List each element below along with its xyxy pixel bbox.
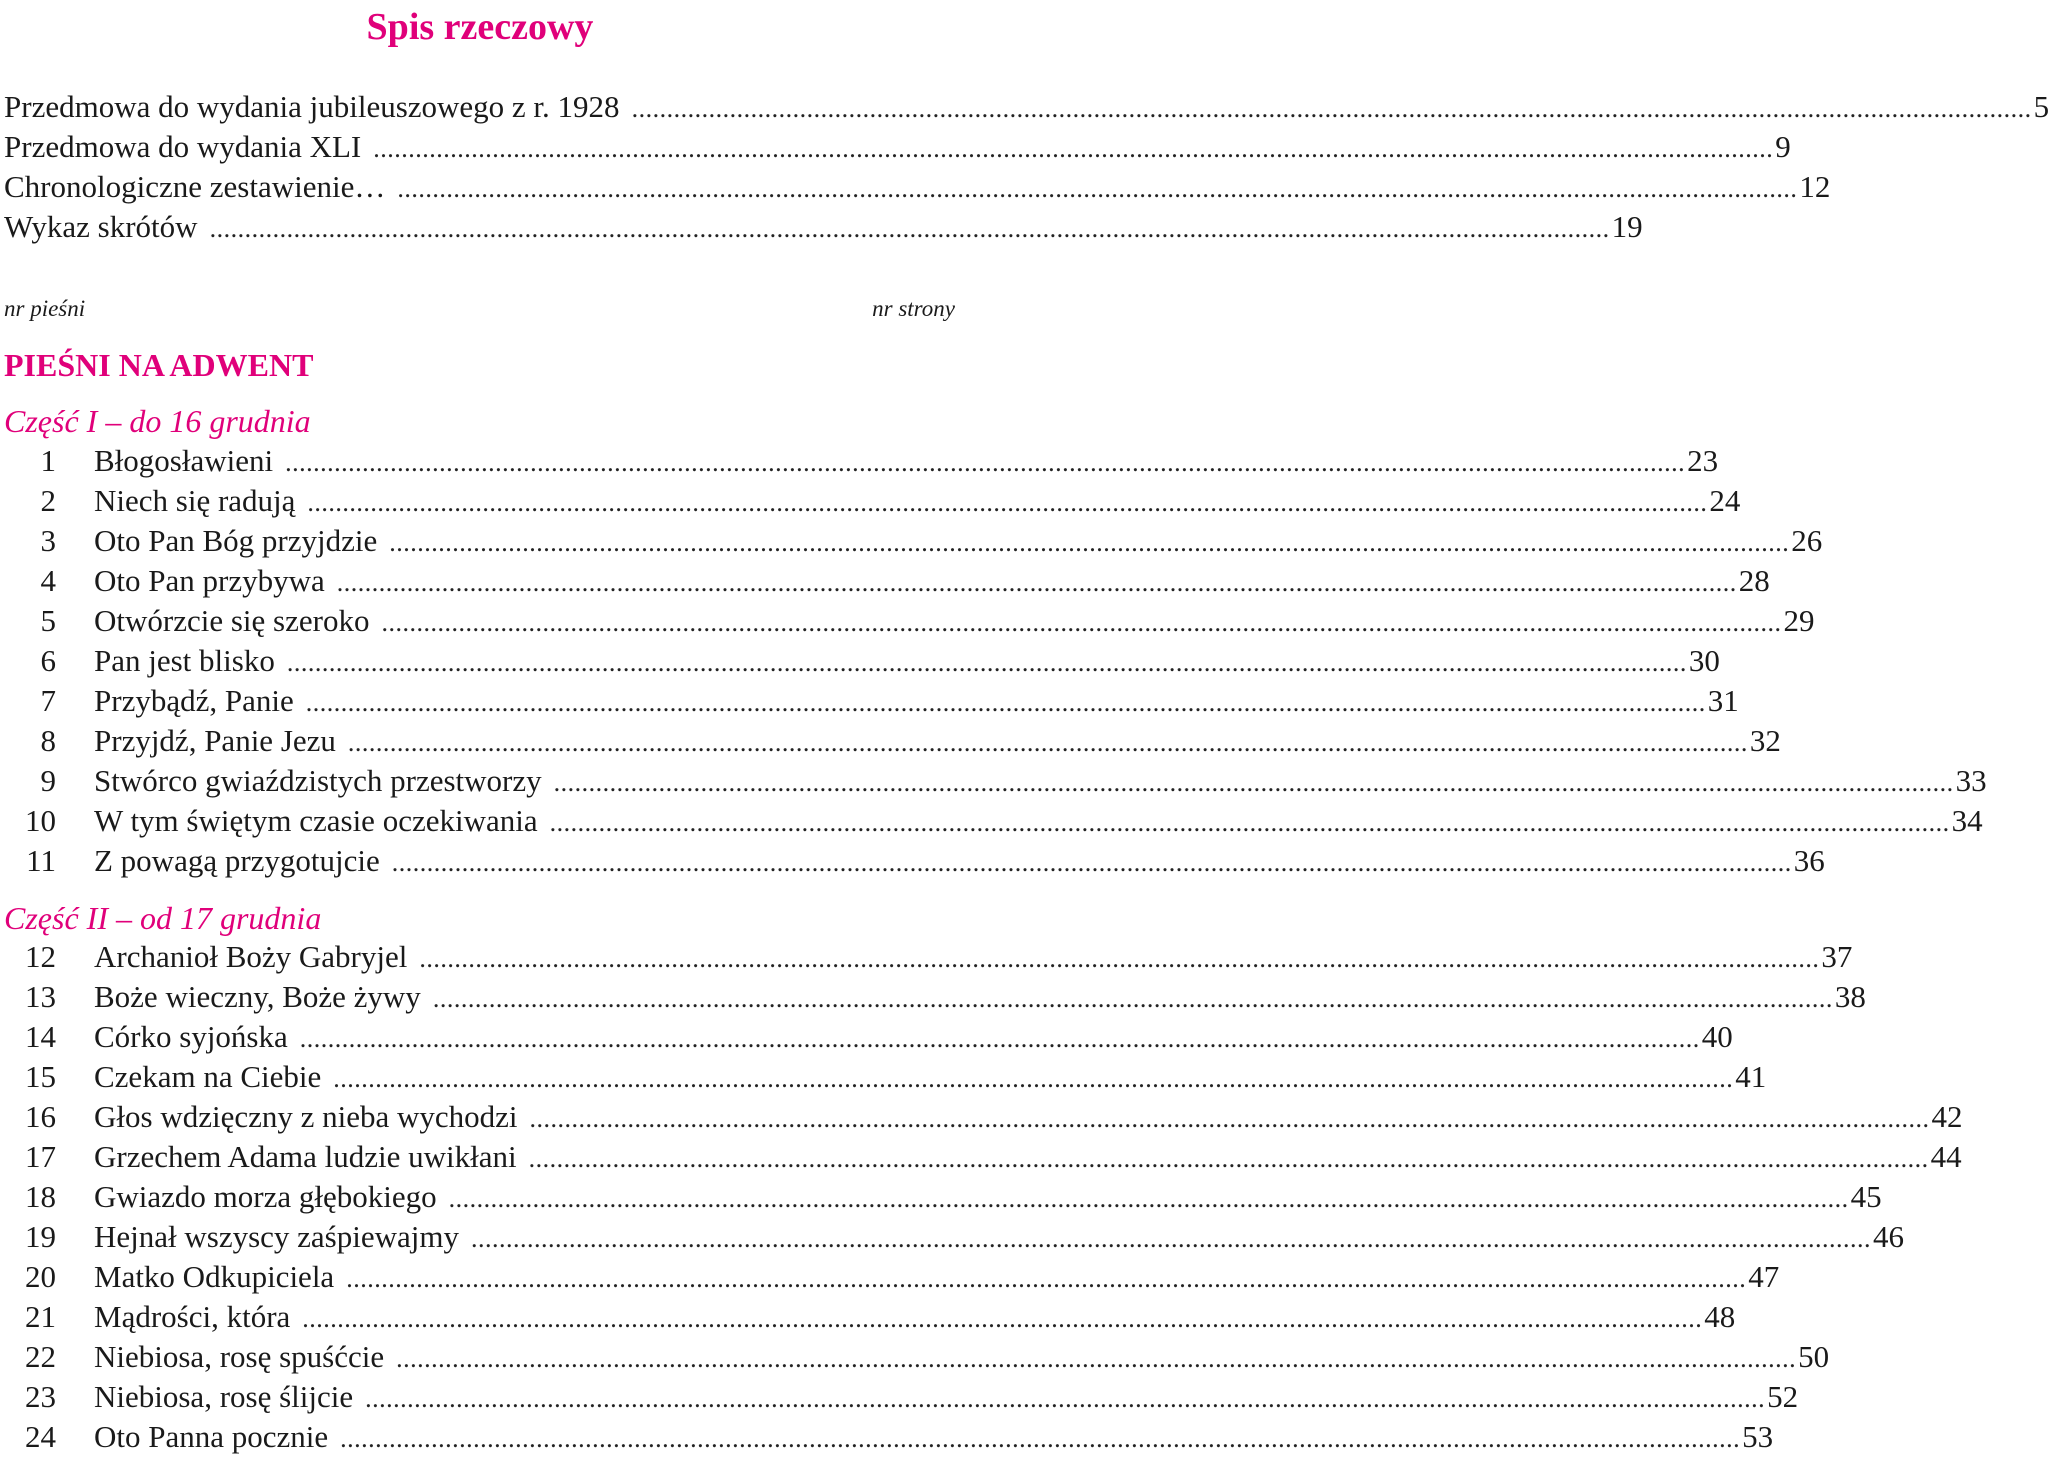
dot-leader: ........................................................................................................................................................................................................ [302,1304,1703,1333]
song-title: Oto Panna pocznie [94,1419,329,1454]
song-entry[interactable] [4,1297,1736,1337]
song-entry[interactable] [4,641,1720,681]
page-number: 24 [1709,483,1741,518]
song-title: Boże wieczny, Boże żywy [94,979,421,1014]
song-number: 2 [40,483,56,518]
page-number: 5 [2033,89,2049,124]
dot-leader: ........................................................................................................................................................................................................ [549,808,1950,837]
page-number: 31 [1707,683,1739,718]
dot-leader: ........................................................................................................................................................................................................ [391,848,1792,877]
page-number: 33 [1955,763,1987,798]
page-number: 45 [1850,1179,1882,1214]
intro-entry[interactable] [4,207,1643,247]
song-number: 16 [25,1099,56,1134]
dot-leader: ........................................................................................................................................................................................................ [528,1144,1929,1173]
dot-leader: ........................................................................................................................................................................................................ [373,134,1774,163]
dot-leader: ........................................................................................................................................................................................................ [307,488,1708,517]
song-number: 21 [25,1299,56,1334]
page-number: 34 [1951,803,1983,838]
song-entry[interactable] [4,481,1741,521]
page-number: 42 [1931,1099,1963,1134]
page-number: 44 [1930,1139,1962,1174]
dot-leader: ........................................................................................................................................................................................................ [381,608,1782,637]
song-title: Przyjdź, Panie Jezu [94,723,336,758]
dot-leader: ........................................................................................................................................................................................................ [397,174,1798,203]
song-entry[interactable] [4,601,1815,641]
page-number: 9 [1775,129,1791,164]
part-title: Część I – do 16 grudnia [4,403,311,439]
song-entry[interactable] [4,721,1781,761]
song-entry[interactable] [4,841,1825,881]
song-number: 23 [25,1379,56,1414]
song-number: 8 [40,723,56,758]
dot-leader: ........................................................................................................................................................................................................ [209,214,1610,243]
song-entry[interactable] [4,1177,1882,1217]
song-title: Grzechem Adama ludzie uwikłani [94,1139,517,1174]
song-title: Głos wdzięczny z nieba wychodzi [94,1099,518,1134]
song-title: Mądrości, która [94,1299,291,1334]
song-entry[interactable] [4,1137,1962,1177]
song-number: 14 [25,1019,56,1054]
song-entry[interactable] [4,937,1853,977]
section-title: PIEŚNI NA ADWENT [4,347,314,383]
song-number: 12 [25,939,56,974]
song-entry[interactable] [4,1337,1830,1377]
song-number: 6 [40,643,56,678]
page-number: 23 [1687,443,1719,478]
song-number: 17 [25,1139,56,1174]
dot-leader: ........................................................................................................................................................................................................ [305,688,1706,717]
song-number: 4 [40,563,56,598]
song-entry[interactable] [4,681,1739,721]
song-number: 11 [26,843,56,878]
dot-leader: ........................................................................................................................................................................................................ [448,1184,1849,1213]
song-entry[interactable] [4,1097,1963,1137]
song-entry[interactable] [4,1057,1767,1097]
dot-leader: ........................................................................................................................................................................................................ [389,528,1790,557]
dot-leader: ........................................................................................................................................................................................................ [285,448,1686,477]
page-number: 38 [1834,979,1866,1014]
song-title: Oto Pan Bóg przyjdzie [94,523,378,558]
song-number: 19 [25,1219,56,1254]
song-number: 9 [40,763,56,798]
dot-leader: ........................................................................................................................................................................................................ [529,1104,1930,1133]
song-title: Oto Pan przybywa [94,563,325,598]
song-number: 18 [25,1179,56,1214]
song-number: 24 [25,1419,56,1454]
song-number: 1 [40,443,56,478]
song-title: Przybądź, Panie [94,683,294,718]
dot-leader: ........................................................................................................................................................................................................ [347,728,1748,757]
song-entry[interactable] [4,1377,1799,1417]
song-entry[interactable] [4,1417,1774,1457]
intro-entry[interactable] [4,87,2049,127]
page-number: 30 [1688,643,1720,678]
entry-label: Wykaz skrótów [4,209,198,244]
song-number: 22 [25,1339,56,1374]
song-entry[interactable] [4,1257,1780,1297]
entry-label: Przedmowa do wydania XLI [4,129,362,164]
dot-leader: ........................................................................................................................................................................................................ [286,648,1687,677]
entry-label: Przedmowa do wydania jubileuszowego z r. 1928 [4,89,620,124]
dot-leader: ........................................................................................................................................................................................................ [333,1064,1734,1093]
dot-leader: ........................................................................................................................................................................................................ [336,568,1737,597]
dot-leader: ........................................................................................................................................................................................................ [631,94,2032,123]
page-number: 29 [1783,603,1815,638]
dot-leader: ........................................................................................................................................................................................................ [471,1224,1871,1253]
page-number: 40 [1701,1019,1733,1054]
song-number: 10 [25,803,56,838]
song-entry[interactable] [4,1217,1904,1257]
dot-leader: ........................................................................................................................................................................................................ [299,1024,1700,1053]
song-title: Niebiosa, rosę spuśćcie [94,1339,385,1374]
page-number: 41 [1735,1059,1767,1094]
dot-leader: ........................................................................................................................................................................................................ [340,1424,1741,1453]
dot-leader: ........................................................................................................................................................................................................ [396,1344,1797,1373]
song-title: Córko syjońska [94,1019,288,1054]
column-header-song-number: nr pieśni [4,296,86,321]
dot-leader: ........................................................................................................................................................................................................ [346,1264,1747,1293]
song-entry[interactable] [4,801,1983,841]
song-entry[interactable] [4,441,1719,481]
song-title: Archanioł Boży Gabryjel [94,939,408,974]
page-number: 28 [1738,563,1770,598]
page-number: 52 [1767,1379,1799,1414]
song-title: Niebiosa, rosę ślijcie [94,1379,354,1414]
song-entry[interactable] [4,561,1770,601]
page-title: Spis rzeczowy [366,6,594,48]
page-number: 32 [1749,723,1781,758]
page-number: 46 [1873,1219,1904,1254]
intro-entry[interactable] [4,127,1791,167]
song-entry[interactable] [4,1017,1733,1057]
song-title: Z powagą przygotujcie [94,843,380,878]
dot-leader: ........................................................................................................................................................................................................ [419,944,1820,973]
song-title: Czekam na Ciebie [94,1059,322,1094]
page-number: 50 [1798,1339,1830,1374]
song-title: Pan jest blisko [94,643,275,678]
song-number: 5 [40,603,56,638]
intro-entry[interactable] [4,167,1831,207]
page-number: 36 [1793,843,1825,878]
column-header-page-number: nr strony [872,296,955,321]
song-entry[interactable] [4,977,1866,1017]
song-number: 15 [25,1059,56,1094]
song-title: Otwórzcie się szeroko [94,603,370,638]
song-title: Gwiazdo morza głębokiego [94,1179,437,1214]
song-number: 7 [40,683,56,718]
song-title: W tym świętym czasie oczekiwania [94,803,538,838]
page-number: 48 [1704,1299,1736,1334]
song-number: 13 [25,979,56,1014]
page-number: 37 [1821,939,1853,974]
page-number: 53 [1742,1419,1774,1454]
dot-leader: ........................................................................................................................................................................................................ [553,768,1954,797]
song-title: Matko Odkupiciela [94,1259,335,1294]
page-number: 26 [1791,523,1823,558]
dot-leader: ........................................................................................................................................................................................................ [365,1384,1766,1413]
dot-leader: ........................................................................................................................................................................................................ [432,984,1833,1013]
song-entry[interactable] [4,521,1823,561]
page-number: 12 [1799,169,1831,204]
song-number: 20 [25,1259,56,1294]
song-entry[interactable] [4,761,1987,801]
song-title: Niech się radują [94,483,296,518]
song-title: Błogosławieni [94,443,274,478]
part-title: Część II – od 17 grudnia [4,900,322,936]
song-title: Hejnał wszyscy zaśpiewajmy [94,1219,459,1254]
page-number: 47 [1748,1259,1780,1294]
entry-label: Chronologiczne zestawienie… [4,169,386,204]
song-title: Stwórco gwiaździstych przestworzy [94,763,542,798]
song-number: 3 [40,523,56,558]
page-number: 19 [1611,209,1643,244]
